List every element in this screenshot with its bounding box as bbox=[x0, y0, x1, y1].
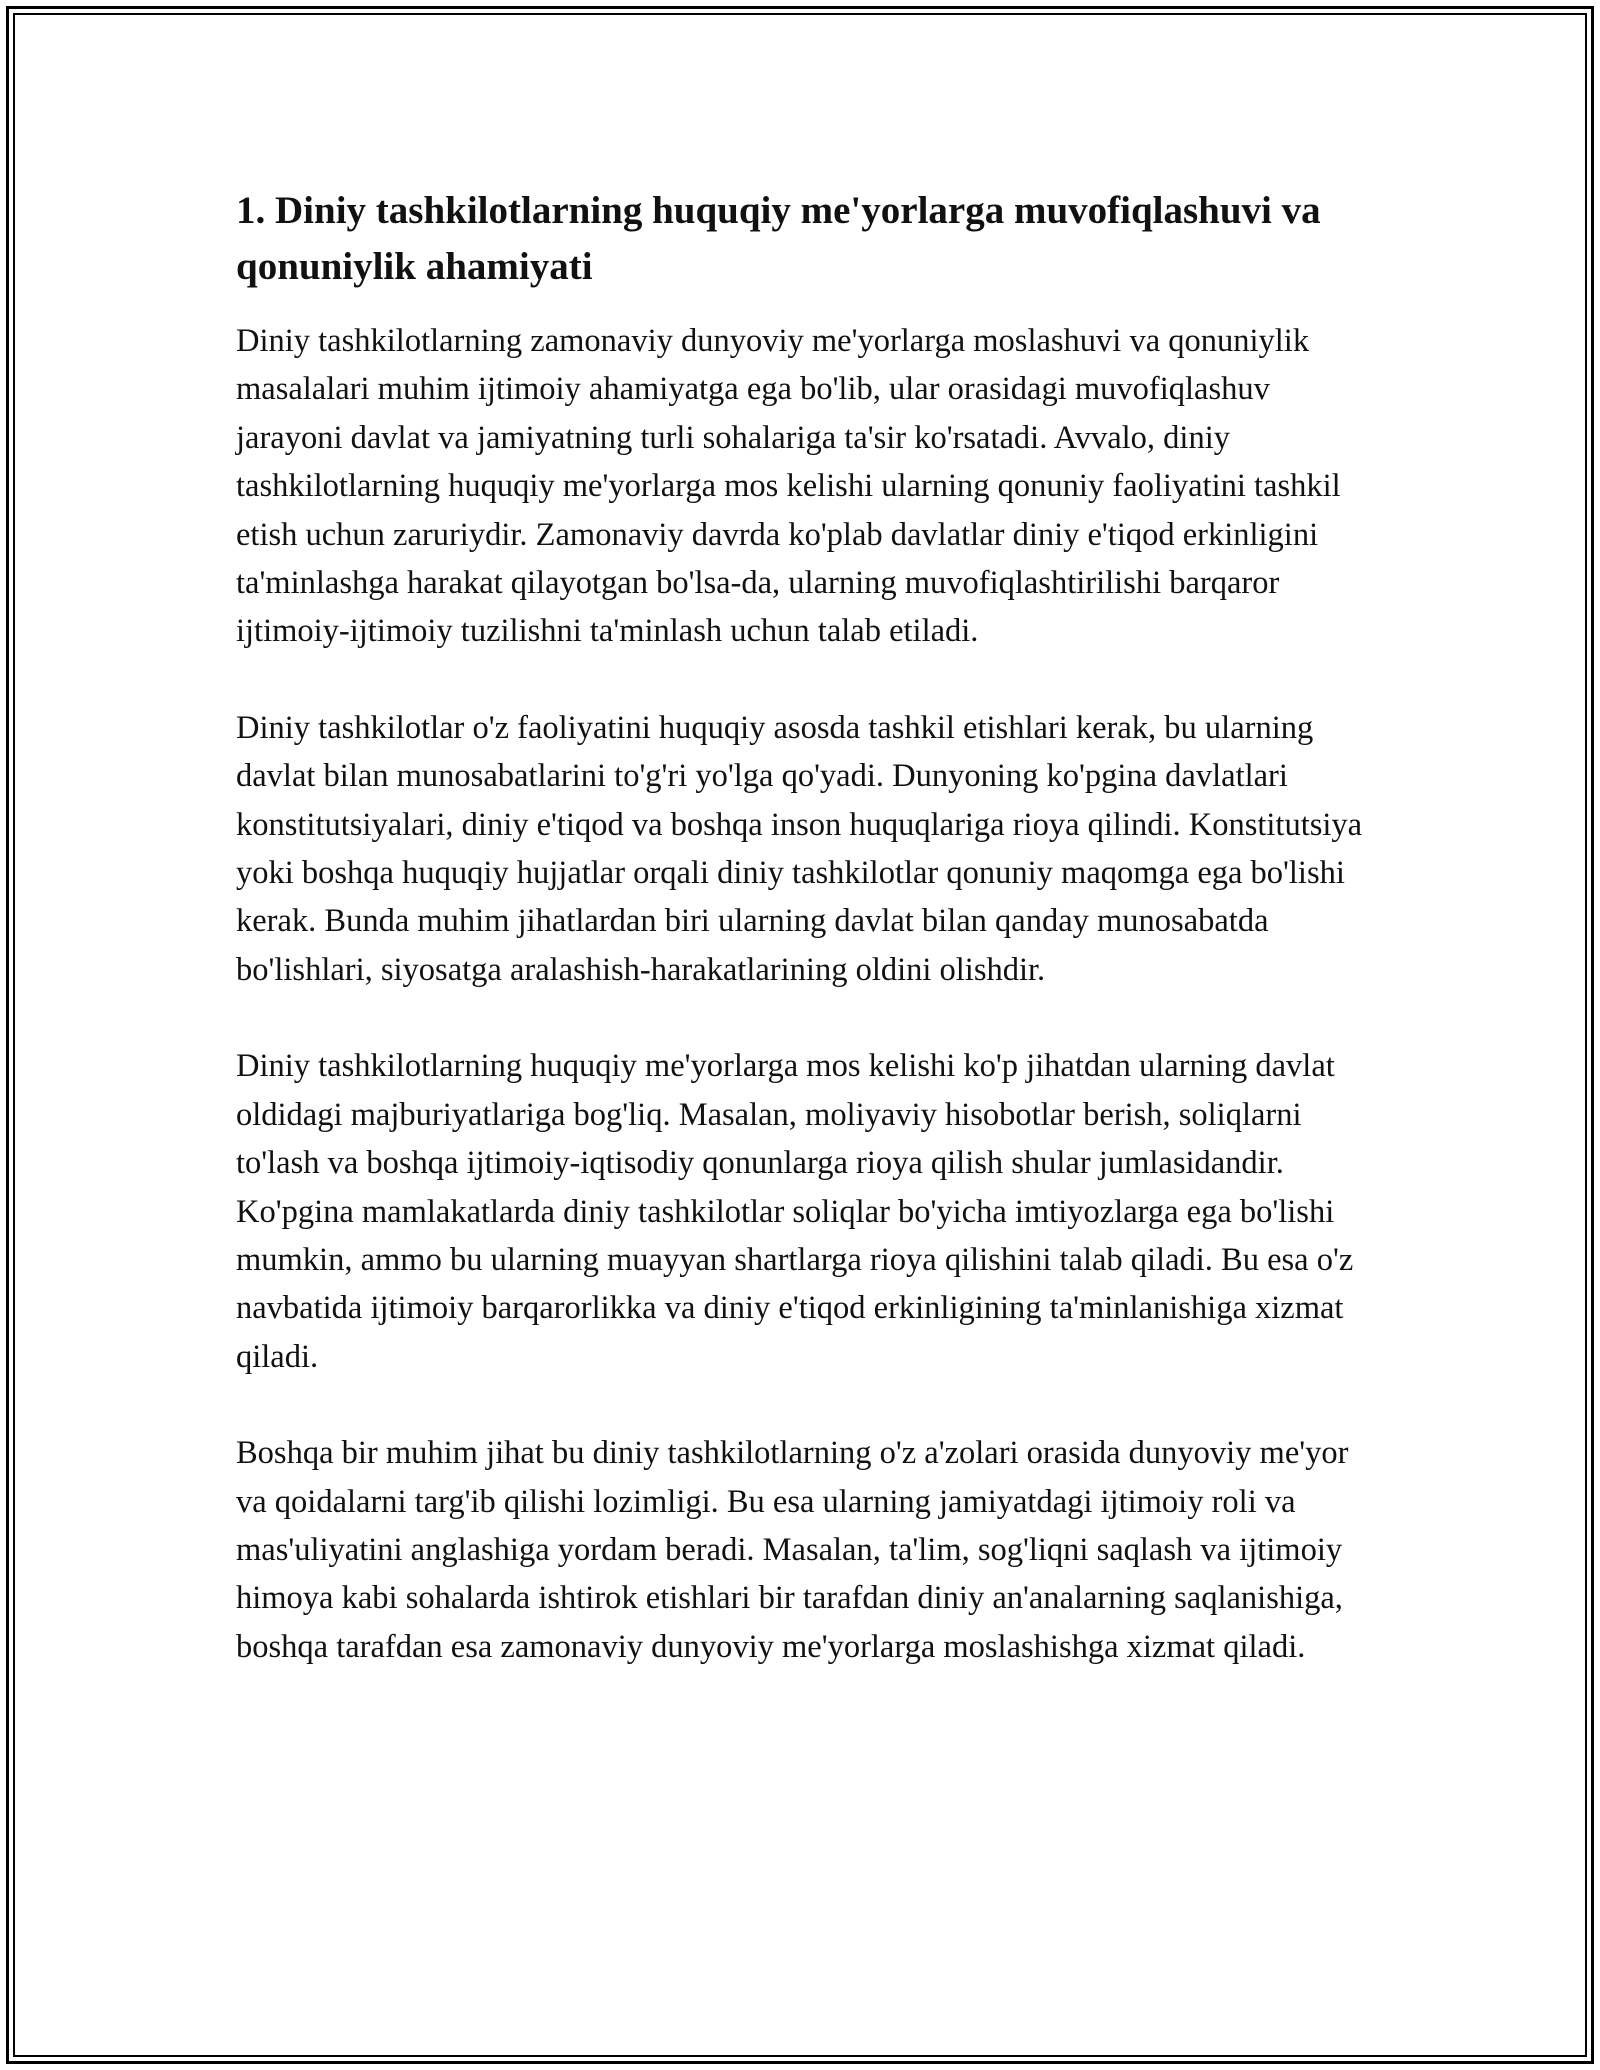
paragraph-3: Diniy tashkilotlarning huquqiy me'yorlarga mos kelishi ko'p jihatdan ularning davlat oldidagi majburiyatlariga bog'liq. Masalan, moliyaviy hisobotlar berish, soliqlarni to'lash va boshqa ijtimoiy-iqtisodiy qonunlarga rioya qilish shular jumlasidandir. Ko'pgina mamlakatlarda diniy tashkilotlar soliqlar bo'yicha imtiyozlarga ega bo'lishi mumkin, ammo bu ularning muayyan shartlarga rioya qilishini talab qiladi. Bu esa o'z navbatida ijtimoiy barqarorlikka va diniy e'tiqod erkinligining ta'minlanishiga xizmat qiladi. bbox=[236, 1048, 1354, 1375]
paragraph-1: Diniy tashkilotlarning zamonaviy dunyoviy me'yorlarga moslashuvi va qonuniylik masalalari muhim ijtimoiy ahamiyatga ega bo'lib, ular orasidagi muvofiqlashuv jarayoni davlat va jamiyatning turli sohalariga ta'sir ko'rsatadi. Avvalo, diniy tashkilotlarning huquqiy me'yorlarga mos kelishi ularning qonuniy faoliyatini tashkil etish uchun zaruriydir. Zamonaviy davrda ko'plab davlatlar diniy e'tiqod erkinligini ta'minlashga harakat qilayotgan bo'lsa-da, ularning muvofiqlashtirilishi barqaror ijtimoiy-ijtimoiy tuzilishni ta'minlash uchun talab etiladi. bbox=[236, 323, 1341, 650]
paragraph-2: Diniy tashkilotlar o'z faoliyatini huquqiy asosda tashkil etishlari kerak, bu ularning davlat bilan munosabatlarini to'g'ri yo'lga qo'yadi. Dunyoning ko'pgina davlatlari konstitutsiyalari, diniy e'tiqod va boshqa inson huquqlariga rioya qilindi. Konstitutsiya yoki boshqa huquqiy hujjatlar orqali diniy tashkilotlar qonuniy maqomga ega bo'lishi kerak. Bunda muhim jihatlardan biri ularning davlat bilan qanday munosabatda bo'lishlari, siyosatga aralashish-harakatlarining oldini olishdir. bbox=[236, 709, 1363, 988]
paragraph-4: Boshqa bir muhim jihat bu diniy tashkilotlarning o'z a'zolari orasida dunyoviy me'yor va qoidalarni targ'ib qilishi lozimligi. Bu esa ularning jamiyatdagi ijtimoiy roli va mas'uliyatini anglashiga yordam beradi. Masalan, ta'lim, sog'liqni saqlash va ijtimoiy himoya kabi sohalarda ishtirok etishlari bir tarafdan diniy an'analarning saqlanishiga, boshqa tarafdan esa zamonaviy dunyoviy me'yorlarga moslashishga xizmat qiladi. bbox=[236, 1435, 1349, 1665]
section-heading: 1. Diniy tashkilotlarning huquqiy me'yorlarga muvofiqlashuvi va qonuniylik ahamiyati bbox=[236, 189, 1321, 288]
document-body bbox=[236, 183, 1366, 1719]
